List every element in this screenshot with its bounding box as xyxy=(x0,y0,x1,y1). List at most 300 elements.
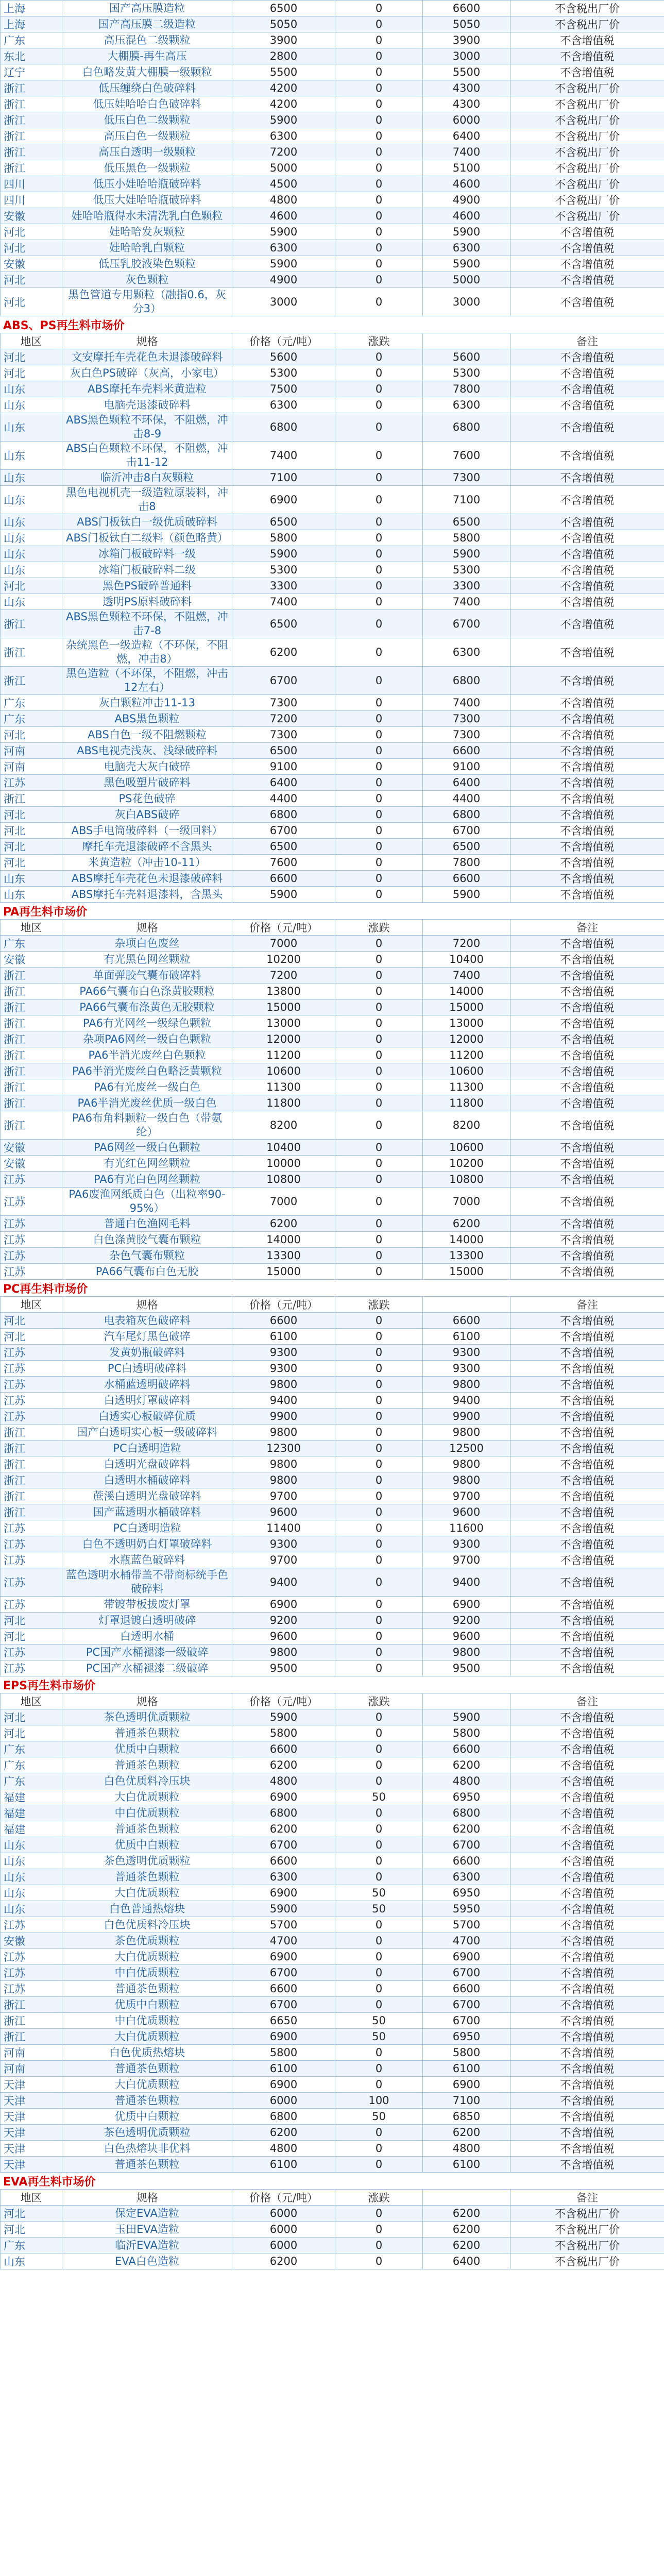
remark-cell: 不含增值税 xyxy=(510,1095,664,1111)
remark-cell: 不含增值税 xyxy=(510,1488,664,1504)
region-cell: 天津 xyxy=(1,2093,62,2109)
remark-cell: 不含税出厂价 xyxy=(510,144,664,160)
region-cell: 安徽 xyxy=(1,1156,62,1172)
header-spec: 规格 xyxy=(62,333,232,349)
price-cell: 5000 xyxy=(232,160,335,176)
table-row xyxy=(1,1313,664,1329)
table-header-row xyxy=(1,1297,664,1313)
region-cell: 广东 xyxy=(1,1741,62,1757)
price2-cell: 15000 xyxy=(423,999,510,1015)
table-row xyxy=(1,1063,664,1079)
spec-cell: PC白透明破碎料 xyxy=(62,1361,232,1377)
price2-cell: 15000 xyxy=(423,1264,510,1280)
spec-cell: 普通茶色颗粒 xyxy=(62,1757,232,1773)
remark-cell: 不含增值税 xyxy=(510,1741,664,1757)
region-cell: 江苏 xyxy=(1,1568,62,1597)
spec-cell: 灰白ABS破碎 xyxy=(62,807,232,823)
price-cell: 9300 xyxy=(232,1345,335,1361)
remark-cell: 不含增值税 xyxy=(510,1949,664,1965)
remark-cell: 不含增值税 xyxy=(510,2029,664,2045)
change-cell: 0 xyxy=(335,288,423,316)
spec-cell: 有光黑色网丝颗粒 xyxy=(62,952,232,968)
change-cell: 0 xyxy=(335,610,423,638)
price2-cell: 5000 xyxy=(423,272,510,288)
price2-cell: 3900 xyxy=(423,32,510,48)
spec-cell: 中白优质颗粒 xyxy=(62,1965,232,1981)
region-cell: 河北 xyxy=(1,578,62,594)
price2-cell: 11600 xyxy=(423,1520,510,1536)
change-cell: 0 xyxy=(335,839,423,855)
price-cell: 9700 xyxy=(232,1552,335,1568)
remark-cell: 不含增值税 xyxy=(510,1757,664,1773)
spec-cell: PA6有光网丝一级绿色颗粒 xyxy=(62,1015,232,1031)
price-cell: 9800 xyxy=(232,1456,335,1472)
region-cell: 山东 xyxy=(1,2253,62,2269)
price2-cell: 11800 xyxy=(423,1095,510,1111)
table-row xyxy=(1,1504,664,1520)
change-cell: 0 xyxy=(335,638,423,667)
table-row xyxy=(1,80,664,96)
spec-cell: PA6半消光废丝白色略泛黄颗粒 xyxy=(62,1063,232,1079)
spec-cell: 水瓶蓝色破碎料 xyxy=(62,1552,232,1568)
table-row xyxy=(1,968,664,984)
section-title: EVA再生料市场价 xyxy=(3,2176,96,2189)
table-row xyxy=(1,208,664,224)
change-cell: 0 xyxy=(335,807,423,823)
price2-cell: 9500 xyxy=(423,1660,510,1676)
region-cell: 广东 xyxy=(1,711,62,727)
change-cell: 0 xyxy=(335,1645,423,1660)
spec-cell: 普通白色渔网毛料 xyxy=(62,1216,232,1232)
remark-cell: 不含增值税 xyxy=(510,1773,664,1789)
price2-cell: 6950 xyxy=(423,1885,510,1901)
remark-cell: 不含增值税 xyxy=(510,1552,664,1568)
table-row xyxy=(1,144,664,160)
price-cell: 7400 xyxy=(232,594,335,610)
region-cell: 河北 xyxy=(1,272,62,288)
remark-cell: 不含增值税 xyxy=(510,1047,664,1063)
header-remark: 备注 xyxy=(510,1297,664,1313)
price2-cell: 13300 xyxy=(423,1248,510,1264)
price-cell: 5300 xyxy=(232,562,335,578)
change-cell: 0 xyxy=(335,1063,423,1079)
region-cell: 浙江 xyxy=(1,1111,62,1140)
change-cell: 50 xyxy=(335,2029,423,2045)
remark-cell: 不含增值税 xyxy=(510,855,664,871)
remark-cell: 不含增值税 xyxy=(510,711,664,727)
header-price: 价格（元/吨） xyxy=(232,2190,335,2206)
remark-cell: 不含增值税 xyxy=(510,1885,664,1901)
spec-cell: 低压娃哈哈白色破碎料 xyxy=(62,96,232,112)
price-cell: 6100 xyxy=(232,2157,335,2173)
table-row xyxy=(1,1597,664,1613)
change-cell: 0 xyxy=(335,112,423,128)
price-cell: 6700 xyxy=(232,667,335,695)
region-cell: 江苏 xyxy=(1,1520,62,1536)
region-cell: 河北 xyxy=(1,2206,62,2222)
table-row xyxy=(1,759,664,775)
price2-cell: 9400 xyxy=(423,1393,510,1409)
remark-cell: 不含增值税 xyxy=(510,952,664,968)
price-cell: 10600 xyxy=(232,1063,335,1079)
remark-cell: 不含税出厂价 xyxy=(510,176,664,192)
table-row xyxy=(1,1853,664,1869)
spec-cell: PA66气囊布涤黄色无胶颗粒 xyxy=(62,999,232,1015)
remark-cell: 不含增值税 xyxy=(510,1456,664,1472)
region-cell: 江苏 xyxy=(1,1248,62,1264)
table-row xyxy=(1,64,664,80)
price-cell: 11200 xyxy=(232,1047,335,1063)
spec-cell: 茶色透明优质颗粒 xyxy=(62,1853,232,1869)
price2-cell: 6700 xyxy=(423,1837,510,1853)
remark-cell: 不含增值税 xyxy=(510,1821,664,1837)
change-cell: 0 xyxy=(335,1345,423,1361)
table-row xyxy=(1,823,664,839)
spec-cell: 白色热熔块非优料 xyxy=(62,2141,232,2157)
change-cell: 0 xyxy=(335,1568,423,1597)
price2-cell: 4800 xyxy=(423,2141,510,2157)
table-row xyxy=(1,1660,664,1676)
price2-cell: 9300 xyxy=(423,1345,510,1361)
region-cell: 江苏 xyxy=(1,1264,62,1280)
remark-cell: 不含增值税 xyxy=(510,1140,664,1156)
table-row xyxy=(1,727,664,743)
price-cell: 7300 xyxy=(232,727,335,743)
remark-cell: 不含增值税 xyxy=(510,1313,664,1329)
change-cell: 0 xyxy=(335,1949,423,1965)
price2-cell: 5300 xyxy=(423,562,510,578)
region-cell: 东北 xyxy=(1,48,62,64)
remark-cell: 不含增值税 xyxy=(510,1869,664,1885)
price2-cell: 6400 xyxy=(423,128,510,144)
spec-cell: 茶色透明优质颗粒 xyxy=(62,2125,232,2141)
remark-cell: 不含增值税 xyxy=(510,562,664,578)
table-row xyxy=(1,1188,664,1216)
region-cell: 辽宁 xyxy=(1,64,62,80)
region-cell: 广东 xyxy=(1,936,62,952)
price-cell: 6200 xyxy=(232,2253,335,2269)
spec-cell: 白色涤黄胶气囊布颗粒 xyxy=(62,1232,232,1248)
table-row xyxy=(1,1472,664,1488)
price2-cell: 5300 xyxy=(423,365,510,381)
table-row xyxy=(1,1248,664,1264)
header-spec: 规格 xyxy=(62,2190,232,2206)
spec-cell: 优质中白颗粒 xyxy=(62,2109,232,2125)
region-cell: 安徽 xyxy=(1,256,62,272)
region-cell: 浙江 xyxy=(1,160,62,176)
price-cell: 4200 xyxy=(232,80,335,96)
remark-cell: 不含增值税 xyxy=(510,1789,664,1805)
change-cell: 50 xyxy=(335,1901,423,1917)
table-row xyxy=(1,1933,664,1949)
remark-cell: 不含增值税 xyxy=(510,1597,664,1613)
table-row xyxy=(1,381,664,397)
change-cell: 0 xyxy=(335,2157,423,2173)
remark-cell: 不含增值税 xyxy=(510,413,664,442)
remark-cell: 不含增值税 xyxy=(510,365,664,381)
region-cell: 河北 xyxy=(1,240,62,256)
spec-cell: 汽车尾灯黑色破碎 xyxy=(62,1329,232,1345)
table-row xyxy=(1,1456,664,1472)
table-row xyxy=(1,2061,664,2077)
price-cell: 6700 xyxy=(232,1837,335,1853)
change-cell: 0 xyxy=(335,2077,423,2093)
price2-cell: 6300 xyxy=(423,397,510,413)
spec-cell: EVA白色造粒 xyxy=(62,2253,232,2269)
remark-cell: 不含增值税 xyxy=(510,2125,664,2141)
remark-cell: 不含增值税 xyxy=(510,48,664,64)
price2-cell: 3300 xyxy=(423,578,510,594)
table-row xyxy=(1,578,664,594)
change-cell: 0 xyxy=(335,711,423,727)
region-cell: 天津 xyxy=(1,2109,62,2125)
spec-cell: ABS门板钛白二级料（颜色略黄） xyxy=(62,530,232,546)
spec-cell: 白色优质料冷压块 xyxy=(62,1773,232,1789)
spec-cell: 杂项白色废丝 xyxy=(62,936,232,952)
table-row xyxy=(1,1140,664,1156)
change-cell: 0 xyxy=(335,1837,423,1853)
table-row xyxy=(1,413,664,442)
spec-cell: 普通茶色颗粒 xyxy=(62,1981,232,1997)
table-row xyxy=(1,855,664,871)
header-spec: 规格 xyxy=(62,1297,232,1313)
spec-cell: PS花色破碎 xyxy=(62,791,232,807)
remark-cell: 不含增值税 xyxy=(510,2013,664,2029)
spec-cell: 大白优质颗粒 xyxy=(62,1949,232,1965)
price2-cell: 9800 xyxy=(423,1377,510,1393)
table-row xyxy=(1,695,664,711)
price-cell: 9500 xyxy=(232,1660,335,1676)
table-row xyxy=(1,32,664,48)
table-row xyxy=(1,2141,664,2157)
price-cell: 5050 xyxy=(232,16,335,32)
price2-cell: 4600 xyxy=(423,176,510,192)
change-cell: 0 xyxy=(335,208,423,224)
region-cell: 浙江 xyxy=(1,791,62,807)
price2-cell: 5900 xyxy=(423,1709,510,1725)
remark-cell: 不含增值税 xyxy=(510,1645,664,1660)
change-cell: 0 xyxy=(335,144,423,160)
table-row xyxy=(1,1264,664,1280)
region-cell: 山东 xyxy=(1,381,62,397)
change-cell: 50 xyxy=(335,1789,423,1805)
section-title: EPS再生料市场价 xyxy=(3,1680,95,1692)
spec-cell: 黑色管道专用颗粒（融指0.6，灰分3） xyxy=(62,288,232,316)
table-row xyxy=(1,711,664,727)
table-row xyxy=(1,160,664,176)
price-cell: 4900 xyxy=(232,272,335,288)
remark-cell: 不含增值税 xyxy=(510,1425,664,1440)
price-table xyxy=(0,1693,664,2173)
spec-cell: PA66气囊布白色涤黄胶颗粒 xyxy=(62,984,232,999)
price2-cell: 6700 xyxy=(423,823,510,839)
price2-cell: 4700 xyxy=(423,1933,510,1949)
price-cell: 12300 xyxy=(232,1440,335,1456)
table-row xyxy=(1,349,664,365)
price-cell: 6000 xyxy=(232,2206,335,2222)
remark-cell: 不含税出厂价 xyxy=(510,192,664,208)
price2-cell: 6600 xyxy=(423,871,510,887)
region-cell: 浙江 xyxy=(1,112,62,128)
spec-cell: PA6半消光废丝优质一级白色 xyxy=(62,1095,232,1111)
region-cell: 河北 xyxy=(1,823,62,839)
spec-cell: 白色不透明奶白灯罩破碎料 xyxy=(62,1536,232,1552)
price-cell: 5900 xyxy=(232,887,335,903)
remark-cell: 不含增值税 xyxy=(510,1520,664,1536)
change-cell: 0 xyxy=(335,442,423,470)
price2-cell: 9600 xyxy=(423,1629,510,1645)
table-row xyxy=(1,1047,664,1063)
spec-cell: ABS摩托车壳料退漆料，含黑头 xyxy=(62,887,232,903)
remark-cell: 不含增值税 xyxy=(510,775,664,791)
change-cell: 0 xyxy=(335,1409,423,1425)
region-cell: 天津 xyxy=(1,2077,62,2093)
price2-cell: 9600 xyxy=(423,1504,510,1520)
table-row xyxy=(1,839,664,855)
change-cell: 0 xyxy=(335,952,423,968)
price-cell: 9900 xyxy=(232,1409,335,1425)
price2-cell: 4400 xyxy=(423,791,510,807)
spec-cell: 低压小娃哈哈瓶破碎料 xyxy=(62,176,232,192)
region-cell: 上海 xyxy=(1,16,62,32)
spec-cell: 中白优质颗粒 xyxy=(62,1805,232,1821)
price2-cell: 14000 xyxy=(423,1232,510,1248)
spec-cell: 优质中白颗粒 xyxy=(62,1997,232,2013)
remark-cell: 不含增值税 xyxy=(510,1725,664,1741)
region-cell: 河北 xyxy=(1,1613,62,1629)
spec-cell: 临沂EVA造粒 xyxy=(62,2238,232,2253)
price-cell: 6900 xyxy=(232,1949,335,1965)
change-cell: 0 xyxy=(335,1111,423,1140)
price2-cell: 6800 xyxy=(423,667,510,695)
table-row xyxy=(1,128,664,144)
price-cell: 6900 xyxy=(232,1597,335,1613)
spec-cell: 灯罩退镀白透明破碎 xyxy=(62,1613,232,1629)
price-cell: 4800 xyxy=(232,1773,335,1789)
spec-cell: ABS黑色颗粒 xyxy=(62,711,232,727)
price-cell: 6500 xyxy=(232,514,335,530)
spec-cell: ABS黑色颗粒不环保，不阻燃，冲击7-8 xyxy=(62,610,232,638)
price-cell: 6500 xyxy=(232,743,335,759)
table-row xyxy=(1,256,664,272)
remark-cell: 不含增值税 xyxy=(510,610,664,638)
table-row xyxy=(1,1345,664,1361)
remark-cell: 不含增值税 xyxy=(510,32,664,48)
remark-cell: 不含增值税 xyxy=(510,272,664,288)
price-cell: 6900 xyxy=(232,486,335,514)
spec-cell: 高压混色二级颗粒 xyxy=(62,32,232,48)
price2-cell: 9800 xyxy=(423,1472,510,1488)
spec-cell: 保定EVA造粒 xyxy=(62,2206,232,2222)
price-cell: 6300 xyxy=(232,128,335,144)
region-cell: 江苏 xyxy=(1,1552,62,1568)
remark-cell: 不含增值税 xyxy=(510,546,664,562)
price2-cell: 7000 xyxy=(423,1188,510,1216)
spec-cell: 蓝色透明水桶带盖不带商标统手色破碎料 xyxy=(62,1568,232,1597)
region-cell: 浙江 xyxy=(1,1095,62,1111)
spec-cell: 灰白颗粒冲击11-13 xyxy=(62,695,232,711)
change-cell: 0 xyxy=(335,1965,423,1981)
price2-cell: 6600 xyxy=(423,1,510,16)
price2-cell: 6100 xyxy=(423,2061,510,2077)
price2-cell: 6300 xyxy=(423,638,510,667)
price2-cell: 12500 xyxy=(423,1440,510,1456)
table-row xyxy=(1,1885,664,1901)
region-cell: 江苏 xyxy=(1,1377,62,1393)
spec-cell: ABS摩托车壳料米黄造粒 xyxy=(62,381,232,397)
region-cell: 河北 xyxy=(1,349,62,365)
table-row xyxy=(1,1901,664,1917)
change-cell: 0 xyxy=(335,594,423,610)
table-row xyxy=(1,887,664,903)
price2-cell: 6600 xyxy=(423,1313,510,1329)
table-row xyxy=(1,1645,664,1660)
table-row xyxy=(1,1111,664,1140)
price-cell: 6900 xyxy=(232,1789,335,1805)
price2-cell: 14000 xyxy=(423,984,510,999)
price-cell: 5900 xyxy=(232,1709,335,1725)
header-region: 地区 xyxy=(1,1297,62,1313)
price2-cell: 9800 xyxy=(423,1645,510,1660)
change-cell: 0 xyxy=(335,791,423,807)
region-cell: 江苏 xyxy=(1,1393,62,1409)
table-row xyxy=(1,1393,664,1409)
price-cell: 6600 xyxy=(232,1981,335,1997)
header-region: 地区 xyxy=(1,920,62,936)
remark-cell: 不含增值税 xyxy=(510,1248,664,1264)
price2-cell: 10600 xyxy=(423,1063,510,1079)
change-cell: 0 xyxy=(335,999,423,1015)
header-price: 价格（元/吨） xyxy=(232,920,335,936)
price2-cell: 6300 xyxy=(423,240,510,256)
remark-cell: 不含增值税 xyxy=(510,381,664,397)
price2-cell: 6900 xyxy=(423,1597,510,1613)
change-cell: 0 xyxy=(335,64,423,80)
region-cell: 河北 xyxy=(1,365,62,381)
price2-cell: 6700 xyxy=(423,1997,510,2013)
remark-cell: 不含增值税 xyxy=(510,256,664,272)
region-cell: 河南 xyxy=(1,2045,62,2061)
region-cell: 河南 xyxy=(1,2061,62,2077)
region-cell: 山东 xyxy=(1,413,62,442)
region-cell: 山东 xyxy=(1,546,62,562)
spec-cell: 茶色透明优质颗粒 xyxy=(62,1709,232,1725)
change-cell: 0 xyxy=(335,1232,423,1248)
remark-cell: 不含增值税 xyxy=(510,2109,664,2125)
table-row xyxy=(1,2013,664,2029)
price2-cell: 6700 xyxy=(423,1965,510,1981)
change-cell: 0 xyxy=(335,887,423,903)
region-cell: 广东 xyxy=(1,1757,62,1773)
price2-cell: 9800 xyxy=(423,1456,510,1472)
table-row xyxy=(1,1965,664,1981)
table-row xyxy=(1,1425,664,1440)
region-cell: 浙江 xyxy=(1,1047,62,1063)
remark-cell: 不含增值税 xyxy=(510,968,664,984)
table-row xyxy=(1,999,664,1015)
change-cell: 0 xyxy=(335,1361,423,1377)
header-change: 涨跌 xyxy=(335,2190,423,2206)
price2-cell: 8200 xyxy=(423,1111,510,1140)
change-cell: 0 xyxy=(335,968,423,984)
price-table xyxy=(0,1296,664,1676)
change-cell: 0 xyxy=(335,727,423,743)
region-cell: 山东 xyxy=(1,887,62,903)
spec-cell: 黑色吸塑片破碎料 xyxy=(62,775,232,791)
remark-cell: 不含增值税 xyxy=(510,1216,664,1232)
region-cell: 江苏 xyxy=(1,1597,62,1613)
price2-cell: 6700 xyxy=(423,610,510,638)
